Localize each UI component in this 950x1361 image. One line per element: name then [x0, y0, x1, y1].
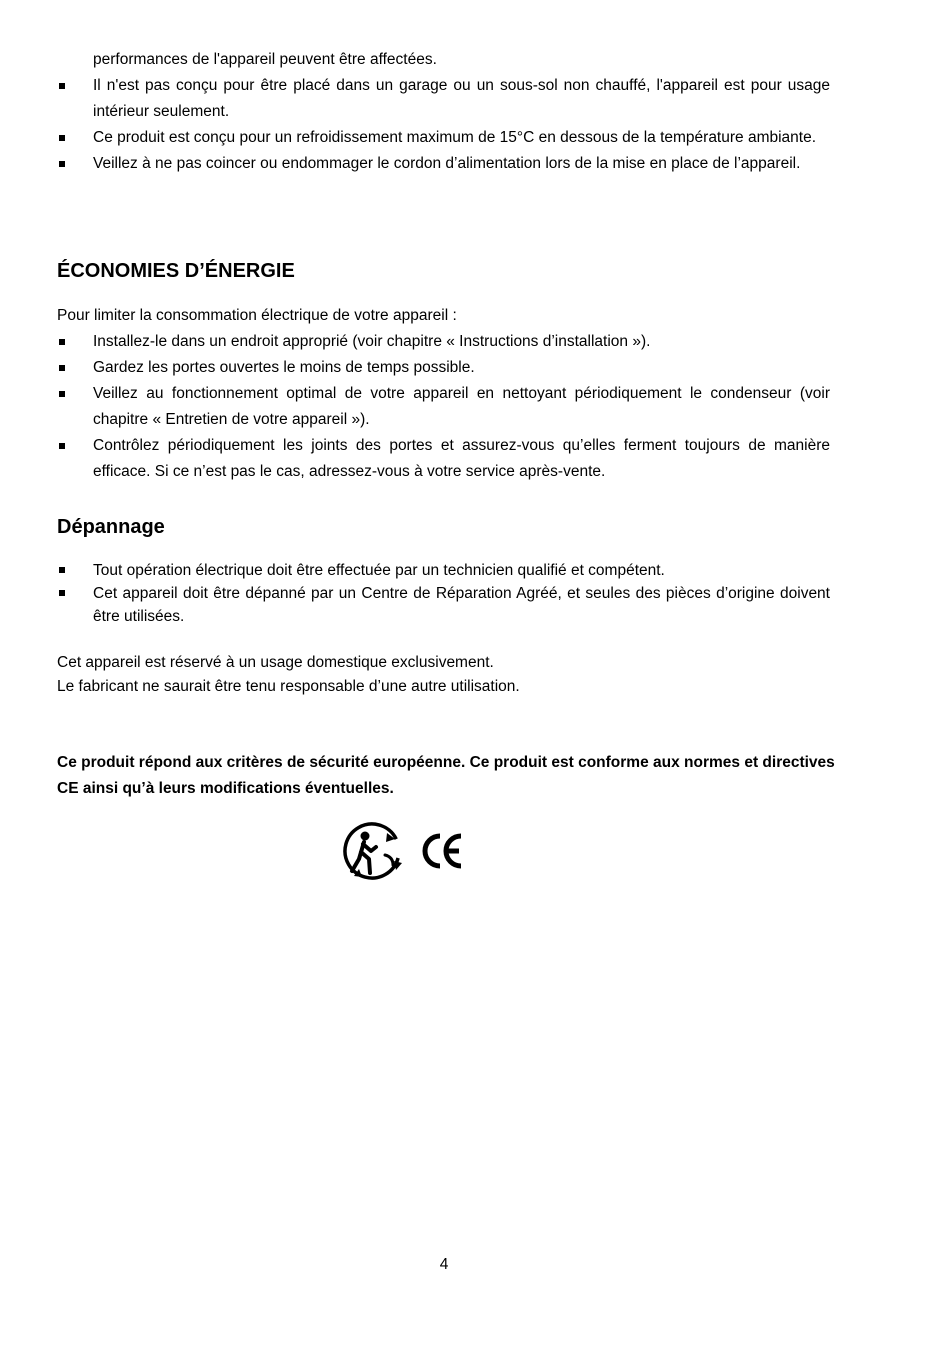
- section-heading-troubleshooting: Dépannage: [57, 516, 165, 538]
- energy-list: [57, 329, 830, 485]
- safety-list: [57, 73, 830, 177]
- list-item: Tout opération électrique doit être effectuée par un technicien qualifié et compétent.: [57, 559, 830, 582]
- list-item: Contrôlez périodiquement les joints des portes et assurez-vous qu’elles ferment toujours de manière efficace. Si ce n’est pas le cas, adressez-vous à votre service après-vente.: [57, 433, 830, 485]
- page-number: 4: [439, 1256, 449, 1273]
- list-item: Veillez au fonctionnement optimal de votre appareil en nettoyant périodiquement le condenseur (voir chapitre « Entretien de votre appareil »).: [57, 381, 830, 433]
- list-item: Installez-le dans un endroit approprié (voir chapitre « Instructions d’installation »).: [57, 329, 830, 355]
- list-item: Gardez les portes ouvertes le moins de temps possible.: [57, 355, 830, 381]
- list-item: Cet appareil doit être dépanné par un Centre de Réparation Agréé, et seules des pièces d’origine doivent être utilisées.: [57, 582, 830, 628]
- ce-mark-icon: [425, 836, 461, 866]
- usage-note: [57, 651, 520, 699]
- continuation-text: performances de l'appareil peuvent être affectées.: [93, 51, 437, 68]
- certification-logos: [340, 819, 470, 885]
- list-item: Ce produit est conçu pour un refroidissement maximum de 15°C en dessous de la température ambiante.: [57, 125, 830, 151]
- triman-recycling-icon: [340, 819, 405, 884]
- compliance-note: Ce produit répond aux critères de sécurité européenne. Ce produit est conforme aux normes et directives CE ainsi qu’à leurs modifications éventuelles.: [57, 754, 835, 797]
- list-item: Veillez à ne pas coincer ou endommager le cordon d’alimentation lors de la mise en place de l’appareil.: [57, 151, 830, 177]
- troubleshooting-list: [57, 559, 830, 628]
- usage-note-line: Cet appareil est réservé à un usage domestique exclusivement.: [57, 654, 494, 671]
- section-heading-energy: ÉCONOMIES D’ÉNERGIE: [57, 260, 295, 282]
- usage-note-line: Le fabricant ne saurait être tenu responsable d’une autre utilisation.: [57, 678, 520, 695]
- list-item: Il n'est pas conçu pour être placé dans un garage ou un sous-sol non chauffé, l'appareil est pour usage intérieur seulement.: [57, 73, 830, 125]
- logos-svg: [340, 819, 470, 885]
- energy-intro: Pour limiter la consommation électrique de votre appareil :: [57, 307, 457, 324]
